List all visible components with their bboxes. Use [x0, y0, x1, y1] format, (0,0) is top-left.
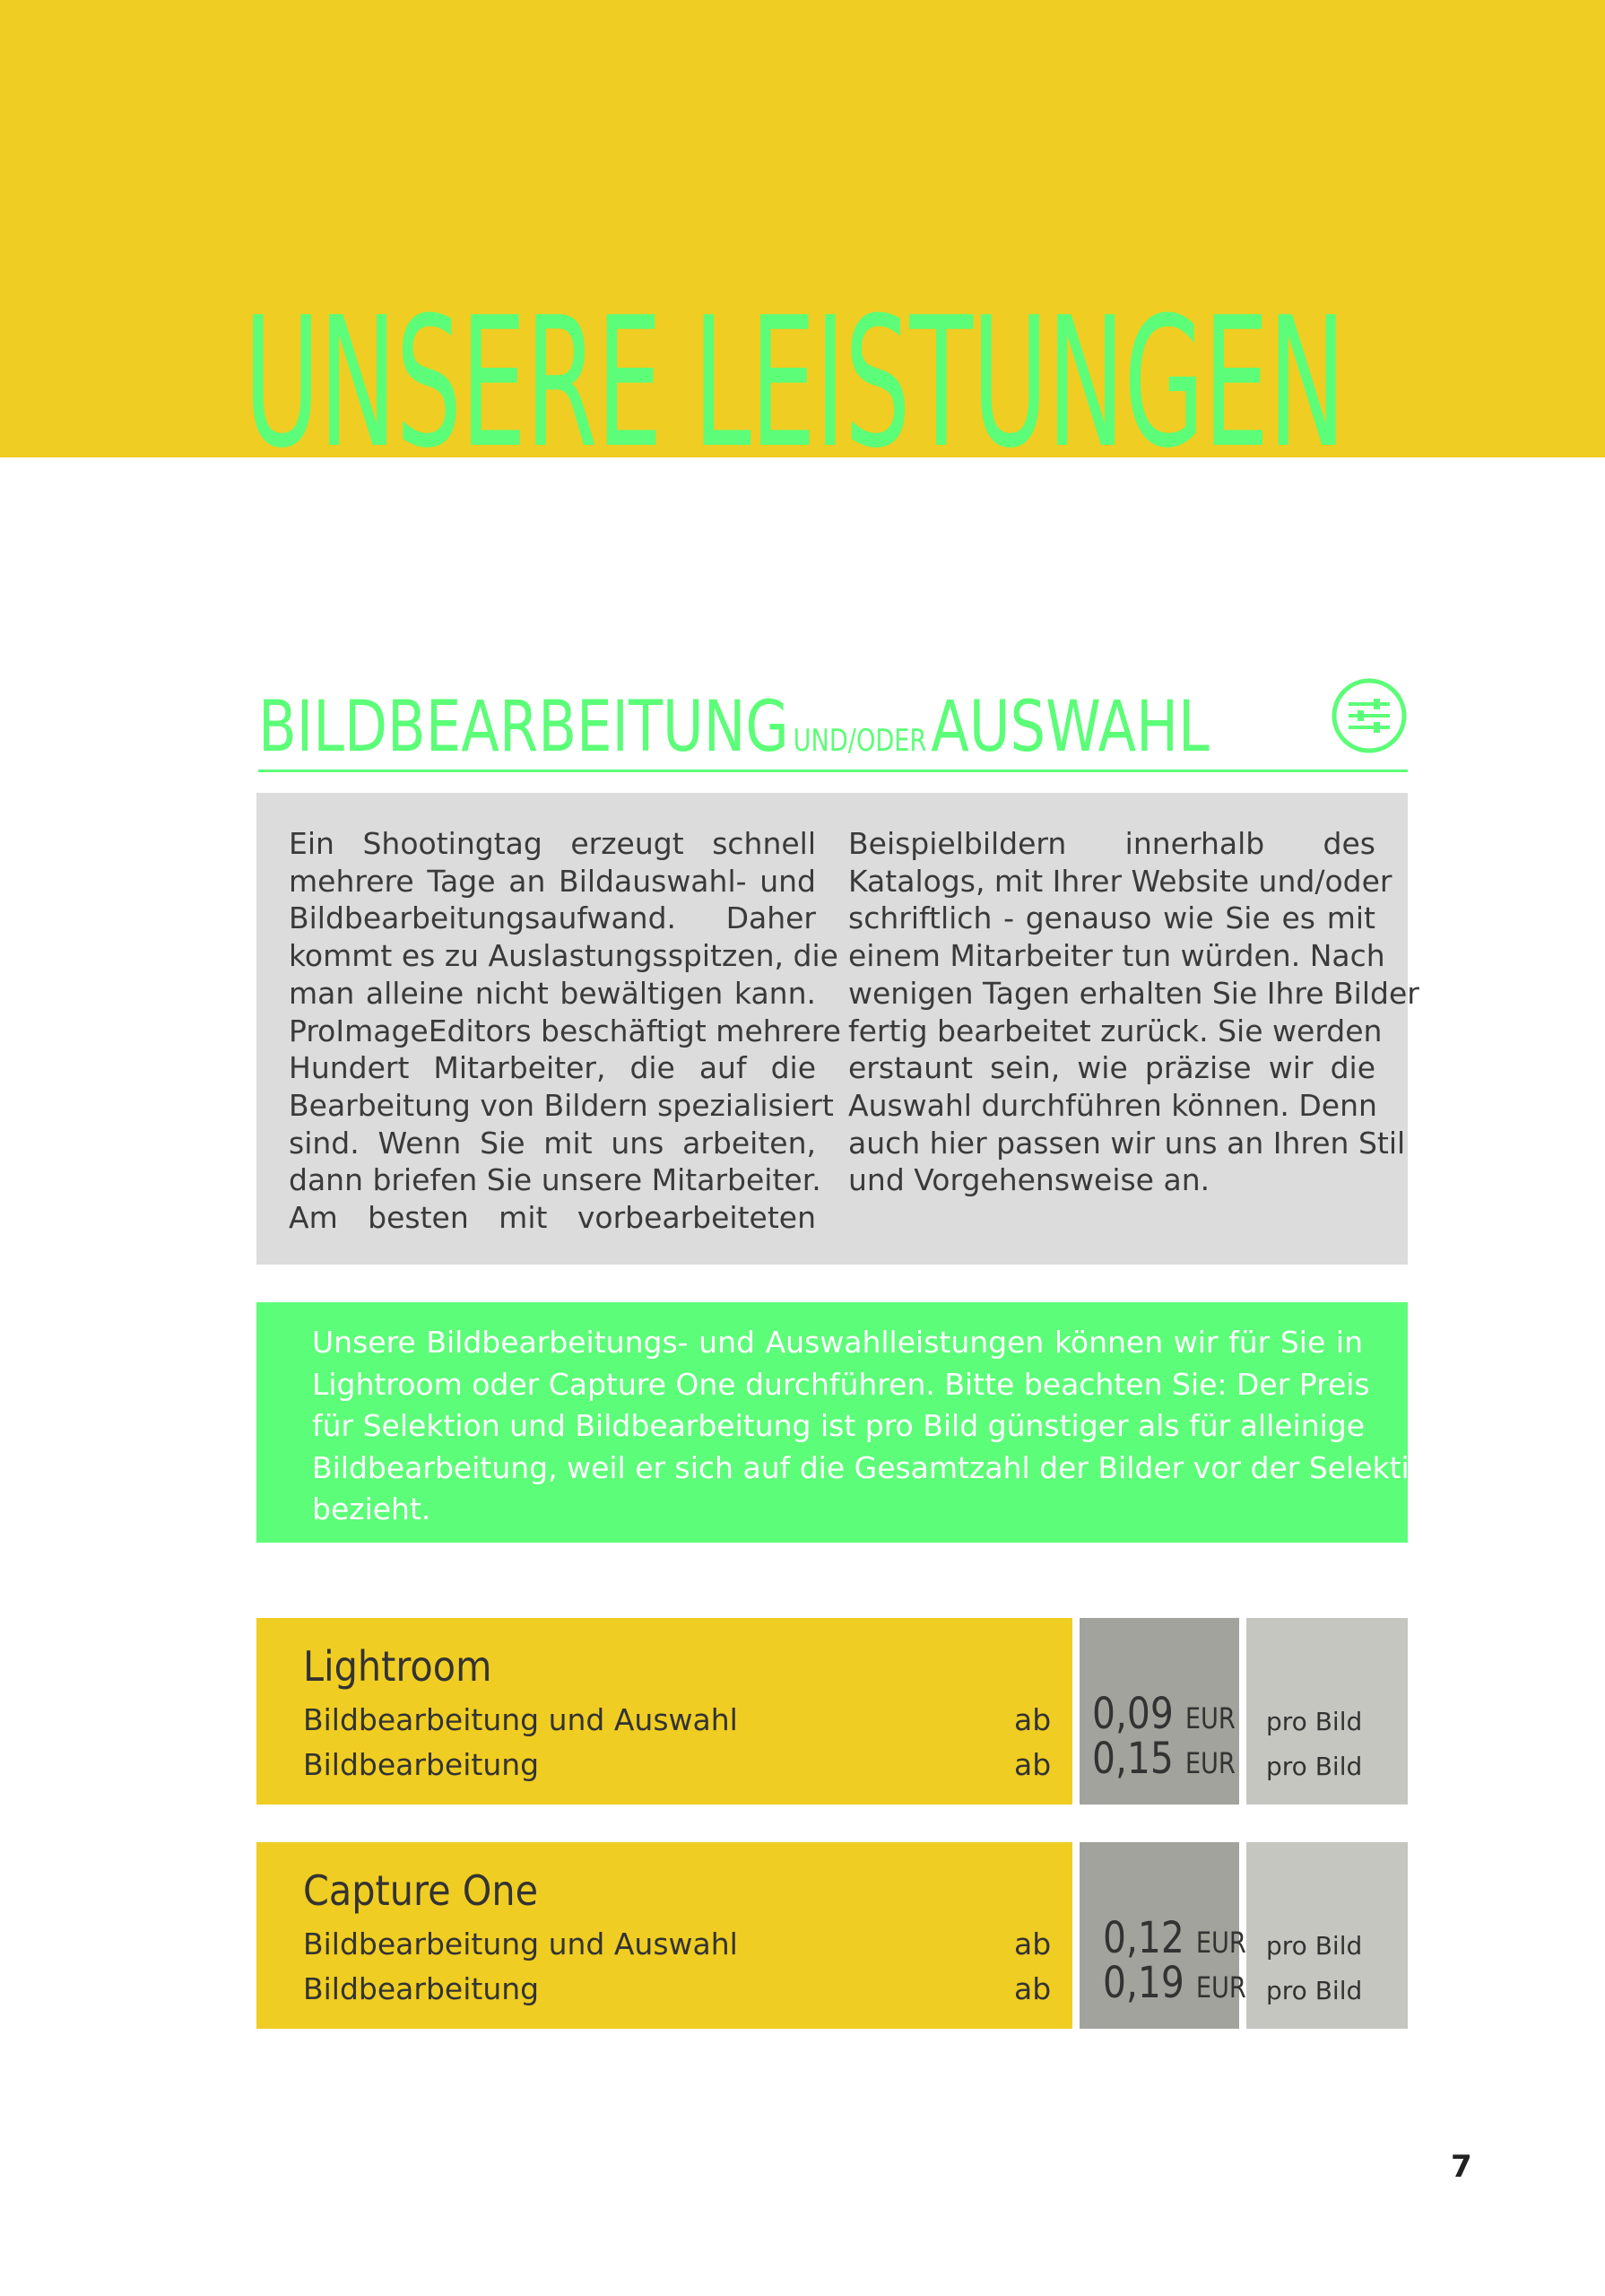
price-row-unit: pro Bild [1266, 1976, 1363, 2005]
price-currency: EUR [1195, 1926, 1246, 1960]
price-amount: 0,19 [1103, 1958, 1184, 2008]
price-block-title: Lightroom [303, 1642, 492, 1691]
text-line: Hundert Mitarbeiter, die auf die [289, 1050, 816, 1086]
notice-line: Lightroom oder Capture One durchführen. Bitte beachten Sie: Der Preis [312, 1366, 1370, 1402]
text-line: Ein Shootingtag erzeugt schnell [289, 826, 816, 861]
price-row-label: Bildbearbeitung und Auswahl [303, 1702, 738, 1737]
price-row-label: Bildbearbeitung [303, 1971, 540, 2006]
heading-part-bildbearbeitung: BILDBEARBEITUNG [258, 687, 789, 768]
page-number: 7 [1451, 2149, 1472, 2185]
text-line: kommt es zu Auslastungsspitzen, die [289, 938, 838, 974]
settings-sliders-icon [1331, 677, 1408, 754]
heading-part-auswahl: AUSWAHL [931, 687, 1210, 768]
price-row-prefix: ab [1014, 1747, 1052, 1782]
price-row-prefix: ab [1014, 1926, 1052, 1961]
text-line: einem Mitarbeiter tun würden. Nach [848, 938, 1385, 974]
price-row-prefix: ab [1014, 1971, 1052, 2006]
price-amount: 0,12 [1103, 1913, 1184, 1963]
notice-line: Bildbearbeitung, weil er sich auf die Gesamtzahl der Bilder vor der Selektion [312, 1449, 1446, 1485]
text-line: ProImageEditors beschäftigt mehrere [289, 1013, 841, 1048]
text-line: wenigen Tagen erhalten Sie Ihre Bilder [848, 975, 1419, 1011]
text-line: fertig bearbeitet zurück. Sie werden [848, 1013, 1383, 1048]
text-line: man alleine nicht bewältigen kann. [289, 975, 816, 1011]
section-heading [258, 686, 1447, 767]
text-line: Am besten mit vorbearbeiteten [289, 1200, 816, 1236]
price-block-title: Capture One [303, 1866, 539, 1915]
text-line: dann briefen Sie unsere Mitarbeiter. [289, 1162, 821, 1198]
price-row-unit: pro Bild [1266, 1707, 1363, 1736]
text-line: sind. Wenn Sie mit uns arbeiten, [289, 1125, 816, 1161]
text-line: Bearbeitung von Bildern spezialisiert [289, 1087, 834, 1123]
price-row-value [1092, 1736, 1236, 1786]
notice-line: bezieht. [312, 1492, 431, 1526]
text-line: schriftlich - genauso wie Sie es mit [848, 900, 1375, 936]
text-line: mehrere Tage an Bildauswahl- und [289, 863, 816, 899]
description-column-right [848, 825, 1419, 1199]
price-row-value [1103, 1958, 1246, 2010]
price-amount: 0,15 [1092, 1734, 1174, 1784]
price-row-label: Bildbearbeitung [303, 1747, 540, 1782]
description-column-left [289, 825, 841, 1237]
heading-part-und-oder: UND/ODER [793, 723, 927, 759]
page-title: UNSERE LEISTUNGEN [244, 279, 1345, 488]
text-line: auch hier passen wir uns an Ihren Stil [848, 1125, 1406, 1161]
notice-line: Unsere Bildbearbeitungs- und Auswahlleistungen können wir für Sie in [312, 1325, 1363, 1360]
text-line: Katalogs, mit Ihrer Website und/oder [848, 863, 1392, 899]
price-row-label: Bildbearbeitung und Auswahl [303, 1926, 738, 1961]
notice-text [312, 1322, 1446, 1531]
heading-underline [258, 770, 1408, 772]
text-line: Bildbearbeitungsaufwand. Daher [289, 900, 816, 936]
price-row-unit: pro Bild [1266, 1931, 1363, 1961]
text-line: Auswahl durchführen können. Denn [848, 1087, 1377, 1123]
text-line: und Vorgehensweise an. [848, 1162, 1210, 1198]
price-row-prefix: ab [1014, 1702, 1052, 1737]
price-currency: EUR [1195, 1970, 1246, 2005]
price-currency: EUR [1184, 1701, 1236, 1735]
text-line: Beispielbildern innerhalb des [848, 826, 1375, 861]
notice-line: für Selektion und Bildbearbeitung ist pro Bild günstiger als für alleinige [312, 1408, 1366, 1443]
price-amount: 0,09 [1092, 1689, 1174, 1739]
price-row-unit: pro Bild [1266, 1752, 1363, 1781]
price-currency: EUR [1184, 1746, 1236, 1780]
text-line: erstaunt sein, wie präzise wir die [848, 1050, 1375, 1086]
